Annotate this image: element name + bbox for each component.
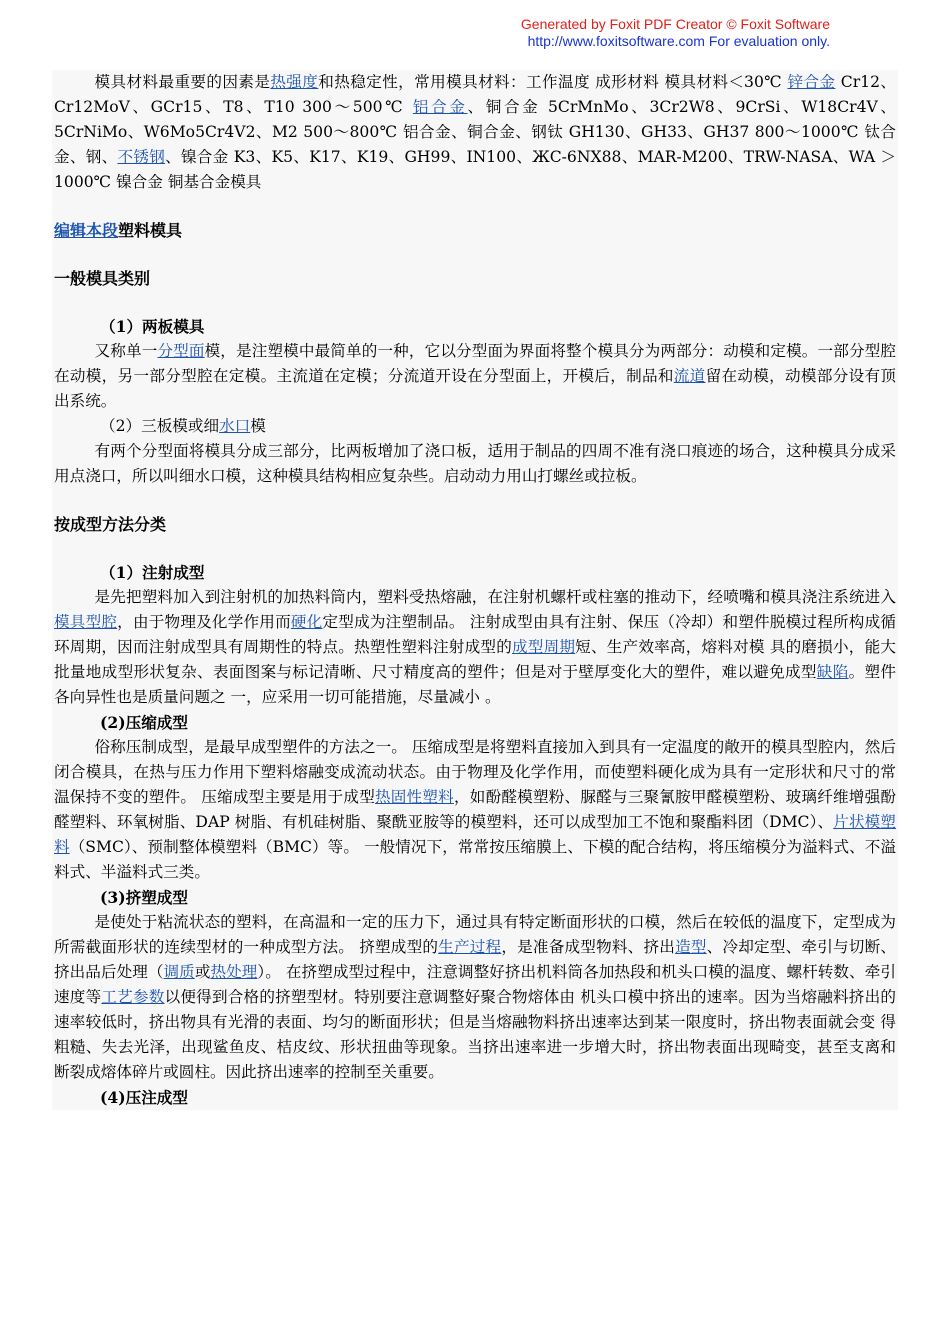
- link-thermoset-plastic[interactable]: 热固性塑料: [375, 788, 454, 806]
- link-zinc-alloy[interactable]: 锌合金: [787, 73, 836, 91]
- link-quenching-tempering[interactable]: 调质: [163, 963, 195, 981]
- foxit-watermark: [521, 16, 830, 50]
- link-defect[interactable]: 缺陷: [816, 663, 849, 681]
- injection-heading: （1）注射成型: [100, 563, 205, 582]
- link-runner[interactable]: 流道: [673, 367, 706, 385]
- transfer-heading: (4)压注成型: [100, 1088, 188, 1107]
- link-pin-gate[interactable]: 水口: [219, 417, 251, 435]
- link-mold-cavity[interactable]: 模具型腔: [54, 613, 118, 631]
- extrusion-heading: (3)挤塑成型: [100, 888, 188, 907]
- two-plate-paragraph: 又称单一分型面模，是注塑模中最简单的一种，它以分型面为界面将整个模具分为两部分：动模和定模。一部分型腔在动模，另一部分型腔在定模。主流道在定模；分流道开设在分型面上，开模后，制品和流道留在动模，动模部分设有顶出系统。: [54, 342, 896, 410]
- link-hardening[interactable]: 硬化: [290, 613, 323, 631]
- section-heading-general-types: 一般模具类别: [54, 269, 151, 288]
- extrusion-paragraph: 是使处于粘流状态的塑料，在高温和一定的压力下，通过具有特定断面形状的口模，然后在较低的温度下，定型成为所需截面形状的连续型材的一种成型方法。 挤塑成型的生产过程，是准备成型物料、挤出造型、冷却定型、牵引与切断、挤出品后处理（调质或热处理）。 在挤塑成型过程中，注意调整好挤出机料筒各加热段和机头口模的温度、螺杆转数、牵引速度等工艺参数以便得到合格的挤塑型材。特别要注意调整好聚合物熔体由 机头口模中挤出的速率。因为当熔融料挤出的速率较低时，挤出物具有光滑的表面、均匀的断面形状；但是当熔融物料挤出速率达到某一限度时，挤出物表面就会变 得粗糙、失去光泽，出现鲨鱼皮、桔皮纹、形状扭曲等现象。当挤出速率进一步增大时，挤出物表面出现畸变，甚至支离和断裂成熔体碎片或圆柱。因此挤出速率的控制至关重要。: [54, 913, 896, 1081]
- watermark-line-2: http://www.foxitsoftware.com For evaluation only.: [527, 33, 830, 49]
- link-heat-treatment[interactable]: 热处理: [210, 963, 258, 981]
- link-molding-cycle[interactable]: 成型周期: [511, 638, 576, 656]
- link-stainless-steel[interactable]: 不锈钢: [117, 148, 166, 166]
- link-sheet-molding-compound[interactable]: 片状模塑料: [54, 813, 896, 856]
- three-plate-paragraph: 有两个分型面将模具分成三部分，比两板增加了浇口板，适用于制品的四周不准有浇口痕迹的场合，这种模具分成采用点浇口，所以叫细水口模，这种模具结构相应复杂些。启动动力用山打螺丝或拉板。: [54, 442, 896, 485]
- link-aluminium-alloy[interactable]: 铝合金: [412, 98, 468, 116]
- compression-heading: (2)压缩成型: [100, 713, 188, 732]
- link-process-parameters[interactable]: 工艺参数: [101, 988, 165, 1006]
- compression-paragraph: 俗称压制成型，是最早成型塑件的方法之一。 压缩成型是将塑料直接加入到具有一定温度的敞开的模具型腔内，然后闭合模具，在热与压力作用下塑料熔融变成流动状态。由于物理及化学作用，而使塑料硬化成为具有一定形状和尺寸的常温保持不变的塑件。 压缩成型主要是用于成型热固性塑料，如酚醛模塑粉、脲醛与三聚氰胺甲醛模塑粉、玻璃纤维增强酚醛塑料、环氧树脂、DAP 树脂、有机硅树脂、聚酰亚胺等的模塑料，还可以成型加工不饱和聚酯料团（DMC）、片状模塑料（SMC）、预制整体模塑料（BMC）等。 一般情况下，常常按压缩膜上、下模的配合结构，将压缩模分为溢料式、不溢料式、半溢料式三类。: [54, 738, 896, 881]
- link-heat-strength[interactable]: 热强度: [270, 73, 319, 91]
- intro-paragraph: 模具材料最重要的因素是热强度和热稳定性，常用模具材料：工作温度 成形材料 模具材料＜30℃ 锌合金 Cr12、Cr12MoV、GCr15、T8、T10 300～500℃ 铝合金、铜合金 5CrMnMo、3Cr2W8、9CrSi、W18Cr4V、5CrNiMo、W6Mo5Cr4V2、M2 500～800℃ 铝合金、铜合金、钢钛 GH130、GH33、GH37 800～1000℃ 钛合金、钢、不锈钢、镍合金 K3、K5、K17、K19、GH99、IN100、ЖC-6NX88、MAR-M200、TRW-NASA、WA ＞1000℃ 镍合金 铜基合金模具: [54, 73, 896, 191]
- link-parting-surface[interactable]: 分型面: [157, 342, 205, 360]
- two-plate-heading: （1）两板模具: [100, 317, 205, 336]
- edit-section-link[interactable]: 编辑本段: [54, 221, 119, 240]
- three-plate-heading: （2）三板模或细水口模: [100, 417, 266, 435]
- watermark-line-1: Generated by Foxit PDF Creator © Foxit Software: [520, 16, 830, 32]
- link-production-process[interactable]: 生产过程: [438, 938, 502, 956]
- section-heading-molding-methods: 按成型方法分类: [54, 515, 167, 534]
- document-body: [52, 70, 898, 1110]
- injection-paragraph: 是先把塑料加入到注射机的加热料筒内，塑料受热熔融，在注射机螺杆或柱塞的推动下，经喷嘴和模具浇注系统进入模具型腔，由于物理及化学作用而硬化定型成为注塑制品。 注射成型由具有注射、保压（冷却）和塑件脱模过程所构成循环周期，因而注射成型具有周期性的特点。热塑性塑料注射成型的成型周期短、生产效率高，熔料对模 具的磨损小，能大批量地成型形状复杂、表面图案与标记清晰、尺寸精度高的塑件；但是对于壁厚变化大的塑件，难以避免成型缺陷。塑件各向异性也是质量问题之 一，应采用一切可能措施，尽量减小 。: [54, 588, 896, 706]
- section-heading-plastic-mold: 编辑本段塑料模具: [54, 221, 183, 240]
- link-shaping[interactable]: 造型: [675, 938, 707, 956]
